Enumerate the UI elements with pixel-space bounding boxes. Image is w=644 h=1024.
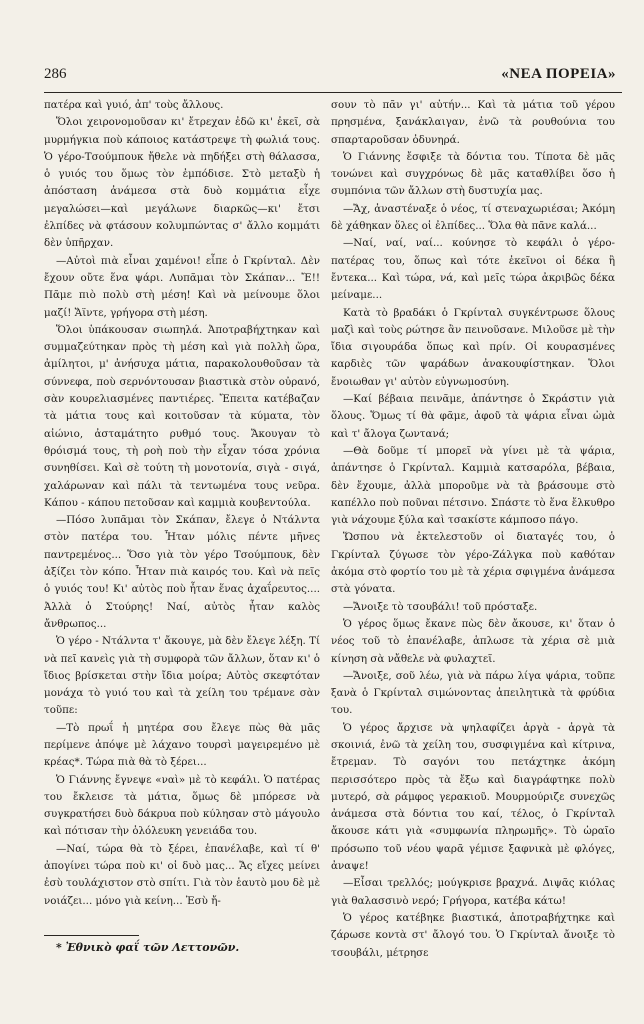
header-rule xyxy=(44,92,622,93)
paragraph: πατέρα καὶ γυιό, ἀπ' τοὺς ἄλλους. xyxy=(44,99,224,111)
paragraph: —Πόσο λυπᾶμαι τὸν Σκάπαν, ἔλεγε ὁ Ντάλντα στὸν πατέρα του. Ἦταν μόλις πέντε μῆνες παντρεμένος... Ὅσο γιὰ τὸν γέρο Τσούμπουκ, δὲν ἀξίζει τὸν κόπο. Ἦταν πιὰ καιρός του. Καὶ νὰ πεῖς ὁ γυιός του! Κι' αὐτὸς ποὺ ἦταν ἕνας ἀχαΐρευτος.... Ἀλλὰ ὁ Στούρης! Ναί, αὐτὸς ἦταν καλὸς ἄνθρωπος... xyxy=(44,514,320,630)
paragraph: σουν τὸ πᾶν γι' αὐτήν... Καὶ τὰ μάτια τοῦ γέρου πρησμένα, ξανάκλαιγαν, ἐνῶ τὰ ρουθούνια του σπαρταροῦσαν ὀδυνηρά. xyxy=(331,99,615,146)
paragraph: Ὁ Γιάννης ἔγνεψε «ναὶ» μὲ τὸ κεφάλι. Ὁ πατέρας του ἔκλεισε τὰ μάτια, ὅμως δὲ μπόρεσε νὰ συγκρατήσει δυὸ δάκρυα ποὺ κύλησαν στὸ μάγουλο καὶ πότισαν τὴν ὁλόλευκη γενειάδα του. xyxy=(44,773,320,838)
paragraph: —Αὐτοὶ πιὰ εἶναι χαμένοι! εἶπε ὁ Γκρίνταλ. Δὲν ἔχουν οὔτε ἕνα ψάρι. Λυπᾶμαι τὸν Σκάπαν... Ἔ!! Πᾶμε πιὸ πολὺ στὴ μέση! Καὶ νὰ μείνουμε ὅλοι μαζί! Ἄϊντε, γρήγορα στὴ μέση. xyxy=(44,254,320,319)
paragraph: Ὁ γέρος κατέβηκε βιαστικά, ἀποτραβήχτηκε καὶ ζάρωσε κοντὰ στ' ἄλογό του. Ὁ Γκρίνταλ ἄνοιξε τὸ τσουβάλι, μέτρησε xyxy=(331,911,615,959)
paragraph: —Ἄνοιξε τὸ τσουβάλι! τοῦ πρόσταξε. xyxy=(343,600,538,613)
paragraph: Ὅλοι ὑπάκουσαν σιωπηλά. Ἀποτραβήχτηκαν καὶ συμμαζεύτηκαν πρὸς τὴ μέση καὶ γιὰ πολλὴ ὥρα, ἀμίλητοι, μ' ἀνήσυχα μάτια, παρακολουθοῦσαν τὰ σύννεφα, ποὺ σερνόντουσαν βιαστικὰ στὸν οὐρανό, σὰν κουρελιασμένες παντιέρες. Ἔπειτα κατέβαζαν τὰ μάτια τους καὶ κοιτοῦσαν τὰ κύματα, τὸν αἰώνιο, ἀσταμάτητο ρυθμό τους. Ἄκουγαν τὸ θρόισμά τους, τὴ ροὴ ποὺ τὴν εἶχαν τόσα χρόνια συνηθίσει. Καὶ σὲ τούτη τὴ μονοτονία, σιγὰ - σιγά, χαλάρωναν καὶ πάλι τὰ τεντωμένα τους νεῦρα. Κάπου - κάπου πετοῦσαν καὶ καμμιὰ κουβεντούλα. xyxy=(44,323,320,509)
text-column-right xyxy=(331,97,615,1017)
paragraph: —Ἄχ, ἀναστέναξε ὁ νέος, τί στεναχωριέσαι; Ἀκόμη δὲ χάθηκαν ὅλες οἱ ἐλπίδες... Ὅλα θὰ πᾶνε καλά... xyxy=(331,202,615,233)
paragraph: Ὁ γέρος ἄρχισε νὰ ψηλαφίζει ἀργὰ - ἀργὰ τὰ σκοινιά, ἐνῶ τὰ χείλη του, συσφιγμένα καὶ κίτρινα, ἔτρεμαν. Τὸ σαγόνι του πετάχτηκε ἀκόμη περισσότερο πρὸς τὰ ἔξω καὶ διαγράφτηκε πολὺ μυτερό, σὰ ράμφος γερακιοῦ. Μουρμούριζε συνεχῶς ἀνάμεσα στὰ δόντια του καί, τέλος, ὁ Γκρίνταλ ἄκουσε κάτι γιὰ «συμφωνία πληρωμῆς». Τὸ ὡραῖο πρόσωπο τοῦ νέου ψαρᾶ γέμισε ξαφνικὰ μὲ φλόγες, ἀναψε! xyxy=(331,721,615,873)
footnote-rule xyxy=(44,935,139,936)
paragraph: —Ναί, ναί, ναί... κούνησε τὸ κεφάλι ὁ γέρο-πατέρας του, ὅπως καὶ τότε ἐκεῖνοι οἱ δέκα ἢ ἔντεκα... Καὶ τώρα, νά, καὶ μεῖς τώρα ἀκριβῶς δέκα μείναμε... xyxy=(331,237,615,302)
footnote: * Ἐθνικὸ φαΐ τῶν Λεττονῶν. xyxy=(56,941,240,954)
paragraph: —Ἄνοιξε, σοῦ λέω, γιὰ νὰ πάρω λίγα ψάρια, τοῦπε ξανὰ ὁ Γκρίνταλ σιμώνοντας ἀπειλητικὰ τὰ φρύδια του. xyxy=(331,669,615,717)
paragraph: —Θὰ δοῦμε τί μπορεῖ νὰ γίνει μὲ τὰ ψάρια, ἀπάντησε ὁ Γκρίνταλ. Καμμιὰ κατσαρόλα, βέβαια, δὲν ἔχουμε, ἀλλὰ μποροῦμε νὰ τὰ βράσουμε στὸ καπέλλο ποὺ ποῦναι πέτσινο. Σπάστε τὸ ἕνα ἔλκυθρο γιὰ νάχουμε ξύλα καὶ τσακίστε κάμποσο πάγο. xyxy=(331,444,615,527)
paragraph: —Ναί, τώρα θὰ τὸ ξέρει, ἐπανέλαβε, καὶ τί θ' ἀπογίνει τώρα ποὺ κι' οἱ δυὸ μας... Ἄς εἴχες μείνει ἐσὺ τουλάχιστον στὸ σπίτι. Γιὰ τὸν ἑαυτὸ μου δὲ μὲ νοιάζει... μόνο γιὰ κείνη... Ἐσὺ ἤ- xyxy=(44,842,320,907)
page-number: 286 xyxy=(44,66,67,82)
paragraph: Ὅλοι χειρονομοῦσαν κι' ἔτρεχαν ἐδῶ κι' ἐκεῖ, σὰ μυρμήγκια ποὺ κάποιος κατάστρεψε τὴ φωλιά τους. Ὁ γέρο-Τσούμπουκ ἤθελε νὰ πηδήξει στὴ θάλασσα, ὁ γυιός του ὅμως τὸν ἐμπόδισε. Στὸ μεταξὺ ἡ ἀπόσταση ἀνάμεσα στὰ δυὸ κομμάτια εἶχε μεγαλώσει—καὶ μεγάλωνε διαρκῶς—κι' ἔτσι ἐλπίδες νὰ φτάσουν κολυμπώντας σ' ἄλλο κομμάτι δὲν ὑπῆρχαν. xyxy=(44,116,320,250)
paragraph: Ὁ γέρο - Ντάλντα τ' ἄκουγε, μὰ δὲν ἔλεγε λέξη. Τί νὰ πεῖ κανεὶς γιὰ τὴ συμφορὰ τῶν ἄλλων, ὅταν κι' ὁ ἴδιος βρίσκεται στὴν ἴδια μοίρα; Αὐτὸς σκεφτόταν μονάχα τὸ γυιό του καὶ τὰ χείλη του τρέμανε σὰν τοῦπε: xyxy=(44,635,320,717)
paragraph: Ὁ Γιάννης ἔσφιξε τὰ δόντια του. Τίποτα δὲ μᾶς τονώνει καὶ συγχρόνως δὲ μᾶς καταθλίβει ὅσο ἡ συμπόνια τῶν ἄλλων στὴ δυστυχία μας. xyxy=(331,150,615,198)
running-header-title: «ΝΕΑ ΠΟΡΕΙΑ» xyxy=(501,66,616,82)
paragraph: —Τὸ πρωΐ ἡ μητέρα σου ἔλεγε πὼς θὰ μᾶς περίμενε ἀπόψε μὲ λάχανο τουρσὶ μαγειρεμένο μὲ κρέας*. Τώρα πιὰ θὰ τὸ ξέρει... xyxy=(44,721,320,769)
paragraph: —Καί βέβαια πεινᾶμε, ἀπάντησε ὁ Σκράστιν γιὰ ὅλους. Ὅμως τί θὰ φᾶμε, ἀφοῦ τὰ ψάρια εἶναι ὠμὰ καὶ τ' ἄλογα ζωντανά; xyxy=(331,393,615,440)
paragraph: Ὁ γέρος ὅμως ἔκανε πὼς δὲν ἄκουσε, κι' ὅταν ὁ νέος τοῦ τὸ ἐπανέλαβε, ἁπλωσε τὰ χέρια σὲ μιὰ κίνηση σὰ νἄθελε νὰ φυλαχτεῖ. xyxy=(331,617,615,665)
text-column-left xyxy=(44,97,320,1017)
paragraph: —Εἶσαι τρελλός; μούγκρισε βραχνά. Διψᾶς κιόλας γιὰ θαλασσινὸ νερό; Γρήγορα, κατέβα κάτω! xyxy=(331,877,615,907)
paragraph: Κατὰ τὸ βραδάκι ὁ Γκρίνταλ συγκέντρωσε ὅλους μαζὶ καὶ τοὺς ρώτησε ἂν πεινοῦσανε. Μιλοῦσε μὲ τὴν ἴδια σιγουράδα ὅπως καὶ πρίν. Οἱ κουρασμένες καρδιὲς τῶν ψαράδων ἀνακουφίστηκαν. Ὅλοι ἔνοιωθαν γι' αὐτὸν εὐγνωμοσύνη. xyxy=(331,306,615,388)
paragraph: Ὥσπου νὰ ἐκτελεστοῦν οἱ διαταγές του, ὁ Γκρίνταλ ζύγωσε τὸν γέρο-Ζάλγκα ποὺ καθόταν ἀκόμα στὸ φορτίο του μὲ τὰ χέρια σφιγμένα ἀνάμεσα στὰ γόνατα. xyxy=(331,531,615,596)
